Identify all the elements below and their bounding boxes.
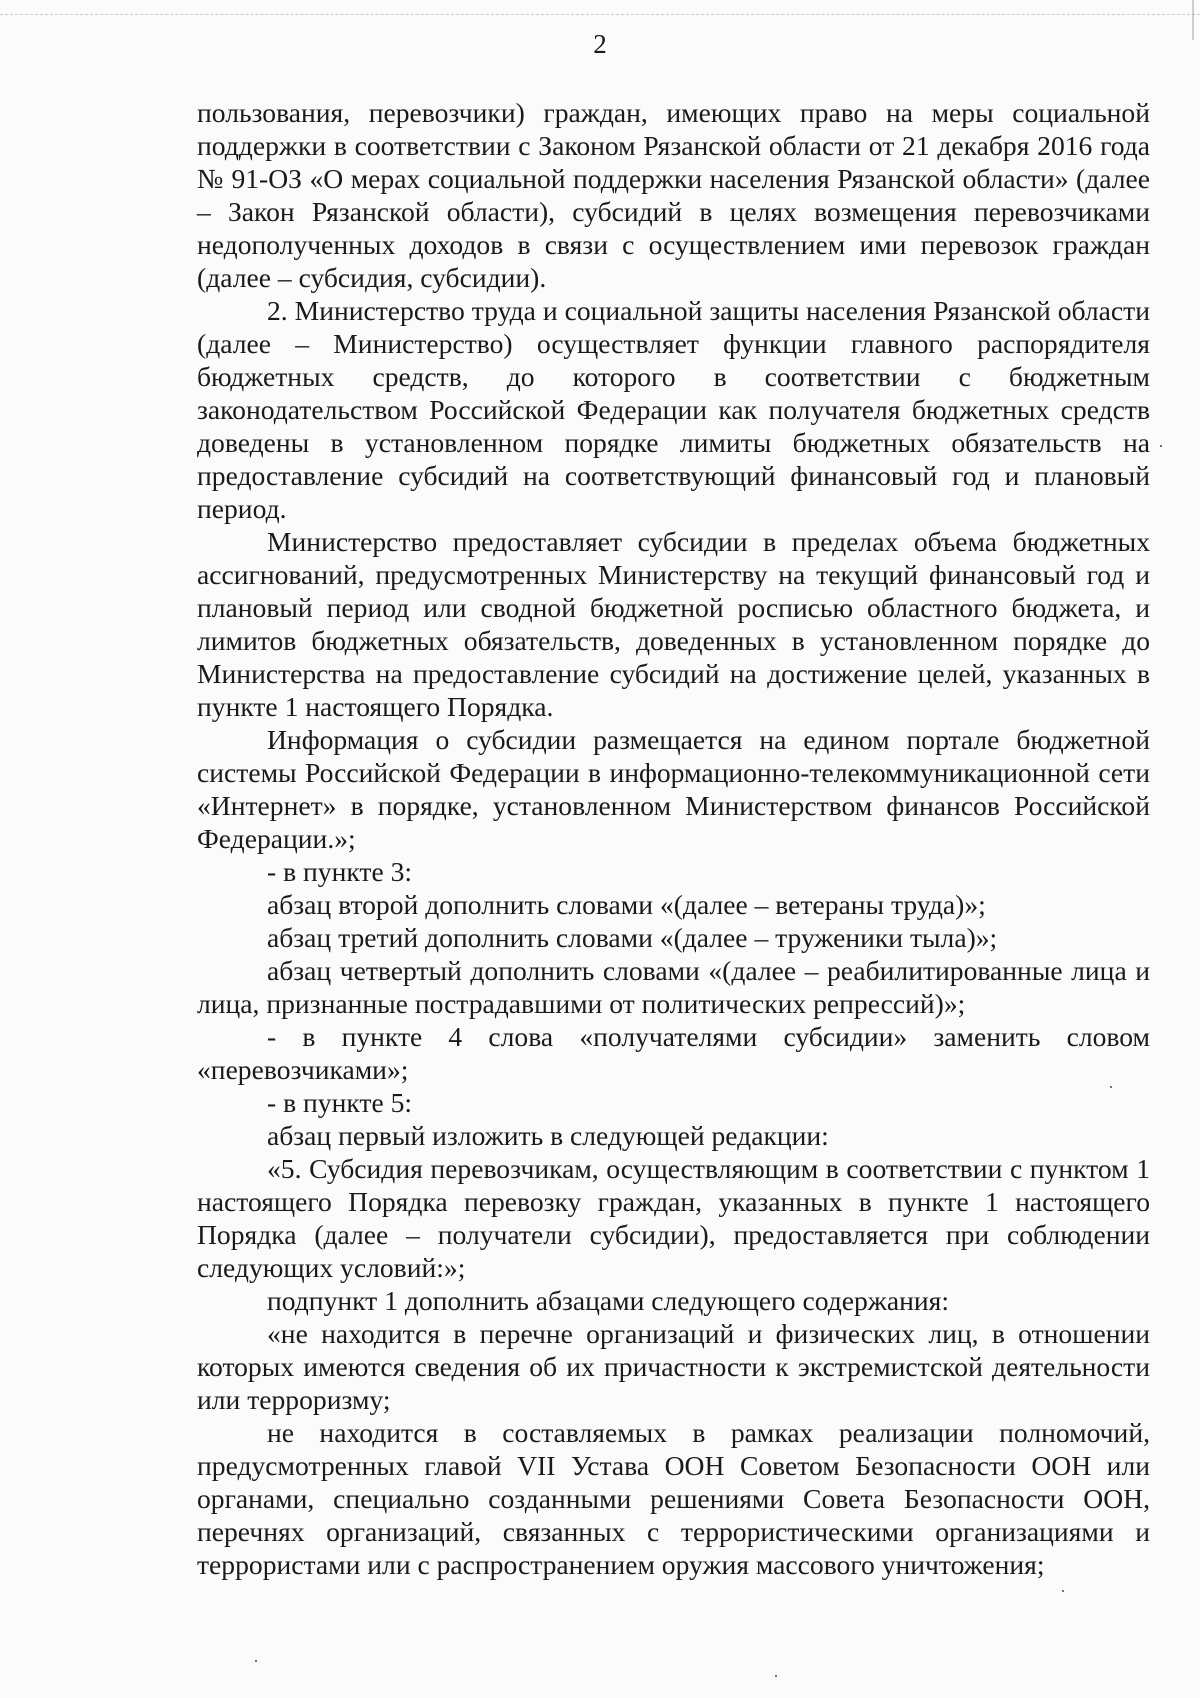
paragraph: абзац четвертый дополнить словами «(далее – реабилитированные лица и лица, признанные пострадавшими от политических репрессий)»; <box>197 955 1150 1019</box>
scan-speck <box>1110 1086 1112 1088</box>
paragraph: не находится в составляемых в рамках реализации полномочий, предусмотренных главой VII Устава ООН Советом Безопасности ООН или органами, специально созданными решениями Совета Безопасности ООН, перечнях организаций, связанных с террористическими организациями и террористами или с распространением оружия массового уничтожения; <box>197 1417 1150 1580</box>
scan-speck <box>1062 1590 1064 1592</box>
scan-speck <box>775 1675 777 1677</box>
paragraph: - в пункте 3: <box>267 856 413 887</box>
paragraph: абзац первый изложить в следующей редакции: <box>267 1120 829 1151</box>
document-body <box>197 96 1150 1581</box>
scan-speck <box>1160 445 1162 447</box>
paragraph: абзац второй дополнить словами «(далее – ветераны труда)»; <box>267 889 986 920</box>
paragraph: «5. Субсидия перевозчикам, осуществляющим в соответствии с пунктом 1 настоящего Порядка перевозку граждан, указанных в пункте 1 настоящего Порядка (далее – получатели субсидии), предоставляется при соблюдении следующих условий:»; <box>197 1153 1150 1283</box>
paragraph: пользования, перевозчики) граждан, имеющих право на меры социальной поддержки в соответствии с Законом Рязанской области от 21 декабря 2016 года № 91-ОЗ «О мерах социальной поддержки населения Рязанской области» (далее – Закон Рязанской области), субсидий в целях возмещения перевозчиками недополученных доходов в связи с осуществлением ими перевозок граждан (далее – субсидия, субсидии). <box>197 97 1150 293</box>
paragraph: - в пункте 4 слова «получателями субсидии» заменить словом «перевозчиками»; <box>197 1021 1150 1085</box>
paragraph: «не находится в перечне организаций и физических лиц, в отношении которых имеются сведения об их причастности к экстремистской деятельности или терроризму; <box>197 1318 1150 1415</box>
paragraph: 2. Министерство труда и социальной защиты населения Рязанской области (далее – Министерство) осуществляет функции главного распорядителя бюджетных средств, до которого в соответствии с бюджетным законодательством Российской Федерации как получателя бюджетных средств доведены в установленном порядке лимиты бюджетных обязательств на предоставление субсидий на соответствующий финансовый год и плановый период. <box>197 295 1150 524</box>
paragraph: Информация о субсидии размещается на едином портале бюджетной системы Российской Федерации в информационно-телекоммуникационной сети «Интернет» в порядке, установленном Министерством финансов Российской Федерации.»; <box>197 724 1150 854</box>
paragraph: абзац третий дополнить словами «(далее – труженики тыла)»; <box>267 922 998 953</box>
paragraph: подпункт 1 дополнить абзацами следующего содержания: <box>267 1285 950 1316</box>
scan-edge-top <box>0 14 1200 21</box>
page-number: 2 <box>593 29 607 59</box>
paragraph: - в пункте 5: <box>267 1087 413 1118</box>
scan-speck <box>255 1660 257 1662</box>
paragraph: Министерство предоставляет субсидии в пределах объема бюджетных ассигнований, предусмотренных Министерству на текущий финансовый год и плановый период или сводной бюджетной росписью областного бюджета, и лимитов бюджетных обязательств, доведенных в установленном порядке до Министерства на предоставление субсидий на достижение целей, указанных в пункте 1 настоящего Порядка. <box>197 526 1150 722</box>
